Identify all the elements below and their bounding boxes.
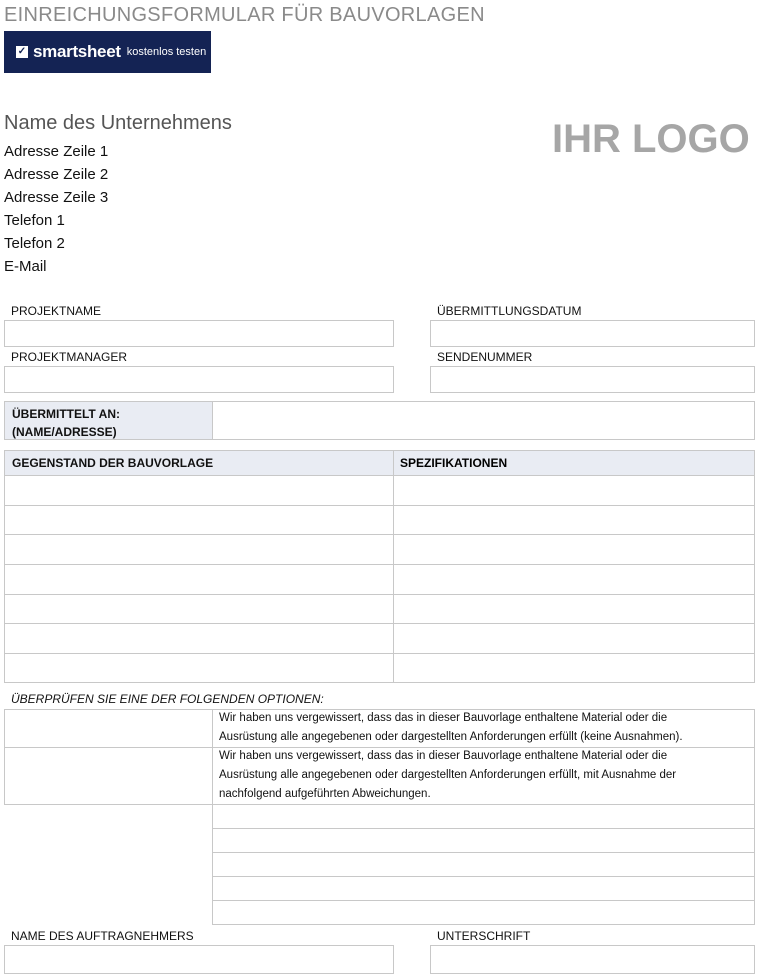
option-2-line-1: Wir haben uns vergewissert, dass das in dieser Bauvorlage enthaltene Material oder die — [219, 750, 668, 762]
company-name: Name des Unternehmens — [4, 112, 232, 134]
table-row — [4, 594, 755, 595]
phone-1: Telefon 1 — [4, 212, 65, 229]
banner-cta: kostenlos testen — [126, 46, 207, 58]
option-1-line-2: Ausrüstung alle angegebenen oder dargestellten Anforderungen erfüllt (keine Ausnahmen). — [219, 731, 683, 743]
signature-label: UNTERSCHRIFT — [437, 929, 531, 943]
address-line-3: Adresse Zeile 3 — [4, 189, 109, 206]
list-item — [212, 876, 755, 877]
table-column-divider — [393, 450, 394, 683]
option-2-text — [219, 747, 676, 804]
project-name-field[interactable] — [4, 320, 394, 347]
project-manager-label: PROJEKTMANAGER — [11, 350, 128, 364]
option-2-line-2: Ausrüstung alle angegebenen oder dargestellten Anforderungen erfüllt, mit Ausnahme der — [219, 769, 677, 781]
list-item — [212, 852, 755, 853]
table-row — [4, 534, 755, 535]
option-1-line-1: Wir haben uns vergewissert, dass das in dieser Bauvorlage enthaltene Material oder die — [219, 712, 668, 724]
options-heading: ÜBERPRÜFEN SIE EINE DER FOLGENDEN OPTIONEN: — [11, 692, 324, 706]
list-item — [212, 828, 755, 829]
send-number-label: SENDENUMMER — [437, 350, 533, 364]
submission-date-field[interactable] — [430, 320, 755, 347]
table-row — [4, 505, 755, 506]
contractor-name-field[interactable] — [4, 945, 394, 974]
exceptions-list — [212, 804, 755, 925]
list-item — [212, 900, 755, 901]
table-row — [4, 623, 755, 624]
checkmark-icon: ✓ — [17, 46, 27, 57]
submitted-to-line-2: (NAME/ADRESSE) — [12, 425, 117, 439]
address-line-1: Adresse Zeile 1 — [4, 143, 109, 160]
banner-brand: smartsheet — [33, 42, 121, 61]
project-name-label: PROJEKTNAME — [11, 304, 102, 318]
project-manager-field[interactable] — [4, 366, 394, 393]
page-title: EINREICHUNGSFORMULAR FÜR BAUVORLAGEN — [4, 4, 485, 26]
submission-date-label: ÜBERMITTLUNGSDATUM — [437, 304, 582, 318]
option-2-line-3: nachfolgend aufgeführten Abweichungen. — [219, 788, 431, 800]
submitted-to-field[interactable] — [213, 402, 754, 439]
address-line-2: Adresse Zeile 2 — [4, 166, 109, 183]
table-header — [5, 451, 754, 475]
options-divider — [212, 709, 213, 805]
logo-placeholder: IHR LOGO — [552, 117, 750, 161]
table-col-item-header: GEGENSTAND DER BAUVORLAGE — [12, 456, 214, 470]
signature-field[interactable] — [430, 945, 755, 974]
submitted-to-line-1: ÜBERMITTELT AN: — [12, 407, 120, 421]
option-2-checkbox-cell[interactable] — [5, 748, 212, 804]
submitted-to-label — [5, 402, 212, 439]
table-row — [4, 653, 755, 654]
table-header-divider — [4, 475, 755, 476]
smartsheet-banner[interactable] — [4, 31, 211, 73]
contractor-name-label: NAME DES AUFTRAGNEHMERS — [11, 929, 194, 943]
option-1-checkbox-cell[interactable] — [5, 710, 212, 747]
option-1-text — [219, 709, 683, 747]
table-col-spec-header: SPEZIFIKATIONEN — [400, 456, 508, 470]
send-number-field[interactable] — [430, 366, 755, 393]
items-table — [4, 450, 755, 683]
phone-2: Telefon 2 — [4, 235, 65, 252]
table-row — [4, 564, 755, 565]
email: E-Mail — [4, 258, 47, 275]
